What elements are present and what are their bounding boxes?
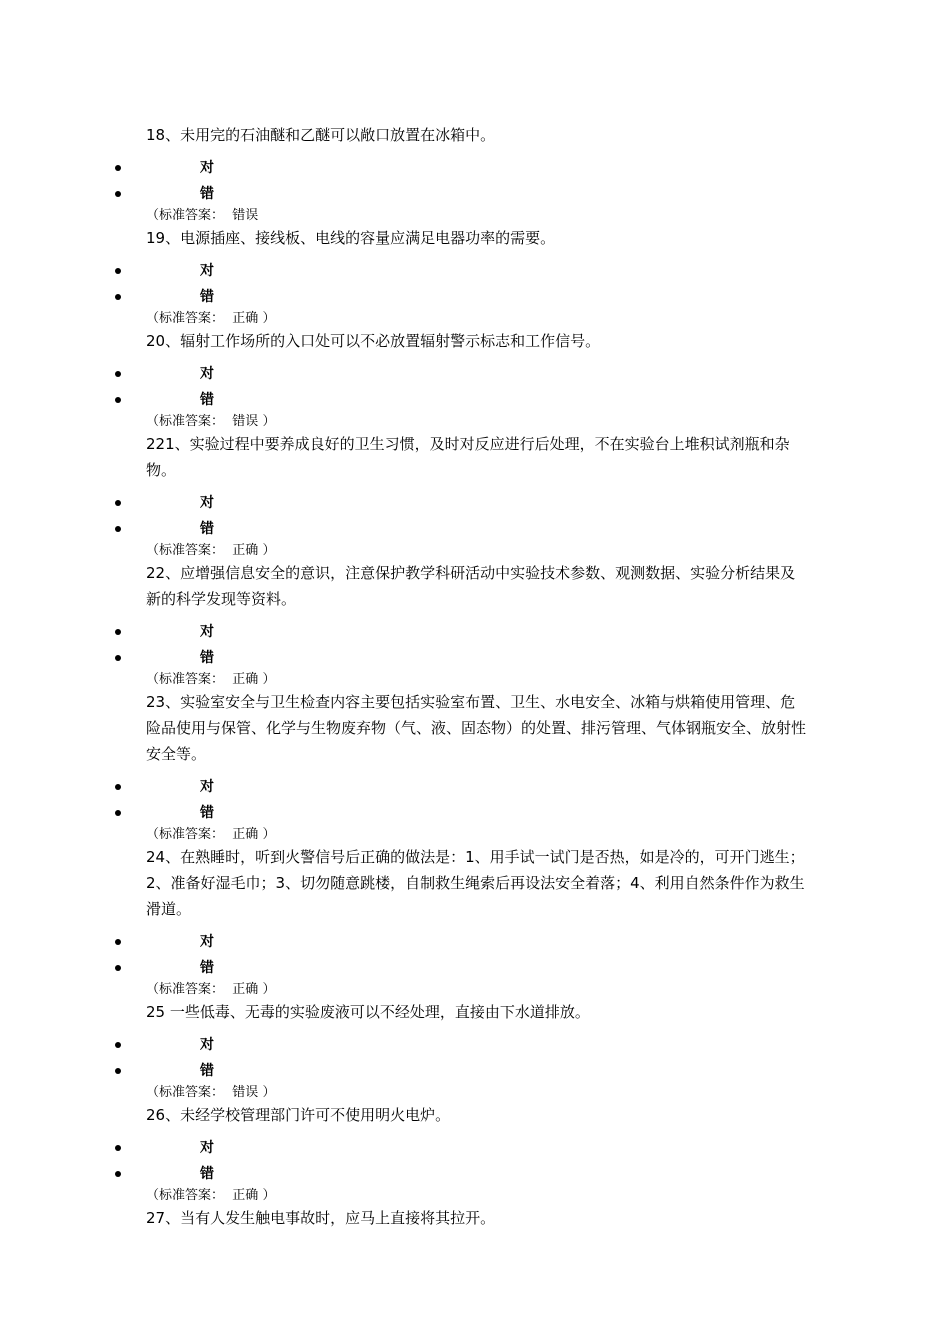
option-label: 错 — [200, 650, 214, 666]
bullet-icon — [115, 784, 121, 790]
standard-answer — [146, 207, 950, 225]
bullet-icon — [115, 629, 121, 635]
standard-answer — [146, 310, 950, 328]
question-221 — [0, 431, 950, 560]
answer-prefix: （标准答案： — [146, 672, 225, 687]
option-label: 错 — [200, 521, 214, 537]
bullet-icon — [115, 1145, 121, 1151]
option-true — [0, 929, 950, 955]
option-label: 对 — [200, 624, 214, 640]
bullet-icon — [115, 810, 121, 816]
question-23 — [0, 689, 950, 844]
option-label: 错 — [200, 392, 214, 408]
option-true — [0, 258, 950, 284]
option-true — [0, 774, 950, 800]
bullet-icon — [115, 191, 121, 197]
option-label: 对 — [200, 1037, 214, 1053]
option-true — [0, 619, 950, 645]
question-text: 22、应增强信息安全的意识，注意保护教学科研活动中实验技术参数、观测数据、实验分析结果及新的科学发现等资料。 — [146, 564, 796, 608]
answer-prefix: （标准答案： — [146, 982, 225, 997]
option-false — [0, 1161, 950, 1187]
question-18 — [0, 122, 950, 225]
standard-answer — [146, 1084, 950, 1102]
bullet-icon — [115, 526, 121, 532]
option-list — [0, 774, 950, 826]
question-text: 18、未用完的石油醚和乙醚可以敞口放置在冰箱中。 — [146, 126, 496, 144]
answer-suffix: ） — [262, 1085, 276, 1100]
option-false — [0, 516, 950, 542]
option-list — [0, 155, 950, 207]
bullet-icon — [115, 1068, 121, 1074]
answer-prefix: （标准答案： — [146, 208, 225, 223]
bullet-icon — [115, 500, 121, 506]
question-25 — [0, 999, 950, 1102]
bullet-icon — [115, 397, 121, 403]
option-list — [0, 1032, 950, 1084]
bullet-icon — [115, 294, 121, 300]
option-list — [0, 619, 950, 671]
answer-prefix: （标准答案： — [146, 827, 225, 842]
answer-value: 正确 — [232, 311, 259, 326]
answer-value: 正确 — [232, 672, 259, 687]
bullet-icon — [115, 268, 121, 274]
option-label: 对 — [200, 160, 214, 176]
question-22 — [0, 560, 950, 689]
standard-answer — [146, 826, 950, 844]
option-label: 对 — [200, 495, 214, 511]
answer-value: 正确 — [232, 543, 259, 558]
option-label: 对 — [200, 1140, 214, 1156]
bullet-icon — [115, 371, 121, 377]
option-false — [0, 387, 950, 413]
answer-suffix: ） — [262, 827, 276, 842]
question-text: 27、当有人发生触电事故时，应马上直接将其拉开。 — [146, 1209, 496, 1227]
answer-prefix: （标准答案： — [146, 414, 225, 429]
question-text: 26、未经学校管理部门许可不使用明火电炉。 — [146, 1106, 451, 1124]
bullet-icon — [115, 1171, 121, 1177]
answer-suffix: ） — [262, 543, 276, 558]
option-list — [0, 1135, 950, 1187]
standard-answer — [146, 1187, 950, 1205]
option-false — [0, 181, 950, 207]
question-text: 221、实验过程中要养成良好的卫生习惯，及时对反应进行后处理，不在实验台上堆积试剂瓶和杂物。 — [146, 435, 790, 479]
question-text: 20、辐射工作场所的入口处可以不必放置辐射警示标志和工作信号。 — [146, 332, 601, 350]
standard-answer — [146, 413, 950, 431]
question-27 — [0, 1205, 950, 1231]
bullet-icon — [115, 655, 121, 661]
question-24 — [0, 844, 950, 999]
option-true — [0, 361, 950, 387]
answer-value: 正确 — [232, 827, 259, 842]
option-label: 对 — [200, 779, 214, 795]
option-label: 错 — [200, 1166, 214, 1182]
standard-answer — [146, 671, 950, 689]
answer-value: 错误 — [232, 1085, 259, 1100]
answer-prefix: （标准答案： — [146, 311, 225, 326]
answer-suffix: ） — [262, 311, 276, 326]
option-list — [0, 361, 950, 413]
bullet-icon — [115, 965, 121, 971]
option-label: 错 — [200, 186, 214, 202]
answer-value: 错误 — [232, 208, 259, 223]
standard-answer — [146, 542, 950, 560]
question-26 — [0, 1102, 950, 1205]
option-true — [0, 155, 950, 181]
answer-suffix: ） — [262, 672, 276, 687]
answer-prefix: （标准答案： — [146, 1085, 225, 1100]
standard-answer — [146, 981, 950, 999]
option-label: 错 — [200, 805, 214, 821]
bullet-icon — [115, 1042, 121, 1048]
bullet-icon — [115, 165, 121, 171]
option-label: 错 — [200, 289, 214, 305]
answer-prefix: （标准答案： — [146, 1188, 225, 1203]
option-label: 对 — [200, 934, 214, 950]
bullet-icon — [115, 939, 121, 945]
answer-prefix: （标准答案： — [146, 543, 225, 558]
answer-suffix: ） — [262, 414, 276, 429]
question-text: 23、实验室安全与卫生检查内容主要包括实验室布置、卫生、水电安全、冰箱与烘箱使用管理、危险品使用与保管、化学与生物废弃物（气、液、固态物）的处置、排污管理、气体钢瓶安全、放射性安全等。 — [146, 693, 807, 763]
option-list — [0, 490, 950, 542]
answer-value: 错误 — [232, 414, 259, 429]
option-label: 对 — [200, 263, 214, 279]
answer-value: 正确 — [232, 982, 259, 997]
option-false — [0, 955, 950, 981]
option-true — [0, 1032, 950, 1058]
question-20 — [0, 328, 950, 431]
answer-suffix: ） — [262, 1188, 276, 1203]
option-true — [0, 490, 950, 516]
option-label: 对 — [200, 366, 214, 382]
question-19 — [0, 225, 950, 328]
option-false — [0, 645, 950, 671]
option-label: 错 — [200, 960, 214, 976]
answer-value: 正确 — [232, 1188, 259, 1203]
answer-suffix: ） — [262, 982, 276, 997]
option-true — [0, 1135, 950, 1161]
option-false — [0, 284, 950, 310]
question-text: 25 一些低毒、无毒的实验废液可以不经处理，直接由下水道排放。 — [146, 1003, 590, 1021]
option-list — [0, 929, 950, 981]
option-false — [0, 1058, 950, 1084]
option-false — [0, 800, 950, 826]
option-list — [0, 258, 950, 310]
option-label: 错 — [200, 1063, 214, 1079]
question-text: 19、电源插座、接线板、电线的容量应满足电器功率的需要。 — [146, 229, 556, 247]
question-text: 24、在熟睡时，听到火警信号后正确的做法是：1、用手试一试门是否热，如是冷的，可开门逃生；2、准备好湿毛巾；3、切勿随意跳楼，自制救生绳索后再设法安全着落；4、利用自然条件作为救生滑道。 — [146, 848, 805, 918]
